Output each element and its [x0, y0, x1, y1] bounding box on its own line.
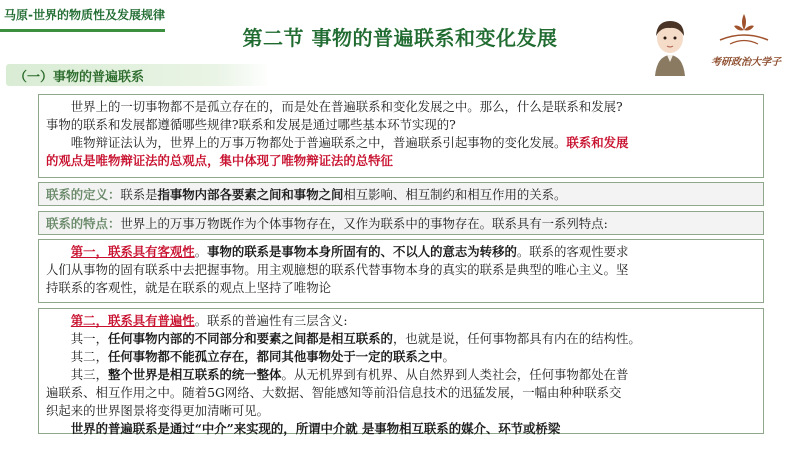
meaning-3-pre: 其三，	[70, 367, 108, 382]
meaning-1-bold: 任何事物内部的不同部分和要素之间都是相互联系的	[107, 331, 393, 346]
meaning-3-post: 。从无机界到有机界、从自然界到人类社会，任何事物都处在普	[281, 367, 629, 382]
definition-post: 相互影响、相互制约和相互作用的关系。	[343, 187, 567, 202]
meaning-1-post: ，也就是说，任何事物都具有内在的结构性。	[392, 331, 641, 346]
features-text: 世界上的万事万物既作为个体事物存在，又作为联系中的事物存在。联系具有一系列特点:	[120, 216, 608, 231]
course-label: 马原-世界的物质性及发展规律	[4, 8, 165, 22]
features-line	[46, 215, 756, 233]
course-underline	[0, 29, 165, 32]
intro-line-1: 世界上的一切事物都不是孤立存在的，而是处在普遍联系和变化发展之中。那么，什么是联系和发展?	[70, 99, 623, 114]
meaning-1	[46, 330, 756, 348]
universality-line-1	[46, 312, 756, 330]
universality-box	[38, 308, 764, 434]
meaning-2-post: 。	[442, 349, 455, 364]
meaning-1-pre: 其一，	[70, 331, 108, 346]
meaning-2-pre: 其二，	[70, 349, 108, 364]
universality-title-rest: 。联系的普遍性有三层含义:	[194, 313, 348, 328]
meaning-3-line-3: 织起来的世界图景将变得更加清晰可见。	[46, 403, 270, 418]
universality-title: 第二，联系具有普遍性	[70, 313, 195, 328]
objectivity-line-1	[46, 243, 756, 261]
intro-line-2: 事物的联系和发展都遵循哪些规律?联系和发展是通过哪些基本环节实现的?	[46, 117, 456, 132]
intro-line-3-text: 唯物辩证法认为，世界上的万事万物都处于普遍联系之中，普遍联系引起事物的变化发展。	[70, 135, 567, 150]
objectivity-box	[38, 239, 764, 303]
objectivity-rest: 。联系的客观性要求	[516, 244, 629, 259]
section-heading: （一）事物的普遍联系	[6, 64, 270, 86]
objectivity-bold: 事物的联系是事物本身所固有的、不以人的意志为转移的	[207, 244, 517, 259]
definition-box	[38, 182, 764, 206]
definition-bold: 指事物内部各要素之间和事物之间	[157, 187, 344, 202]
objectivity-line-2: 人们从事物的固有联系中去把握事物。用主观臆想的联系代替事物本身的真实的联系是典型的唯心主义。坚	[46, 262, 629, 277]
mediation-summary: 世界的普遍联系是通过“中介”来实现的，所谓中介就 是事物相互联系的媒介、环节或桥梁	[70, 421, 561, 436]
definition-label: 联系的定义：	[46, 187, 121, 202]
meaning-3	[46, 366, 756, 384]
features-box	[38, 211, 764, 235]
features-label: 联系的特点：	[46, 216, 121, 231]
meaning-2-bold: 任何事物都不能孤立存在，都同其他事物处于一定的联系之中	[107, 349, 443, 364]
meaning-3-line-2: 遍联系、相互作用之中。随着5G网络、大数据、智能感知等前沿信息技术的迅猛发展，一幅由种种联系交	[46, 385, 622, 400]
meaning-2	[46, 348, 756, 366]
definition-line	[46, 186, 756, 204]
intro-box	[38, 94, 764, 178]
brand-text: 考研政治大学子	[711, 57, 781, 68]
presenter-avatar	[649, 18, 691, 76]
objectivity-title: 第一，联系具有客观性	[70, 244, 195, 259]
intro-line-3	[46, 134, 756, 152]
slide-title: 第二节 事物的普遍联系和变化发展	[242, 26, 558, 50]
definition-pre: 联系是	[120, 187, 158, 202]
objectivity-sep: 。	[194, 244, 208, 259]
intro-emphasis-1: 联系和发展	[566, 135, 629, 150]
meaning-3-bold: 整个世界是相互联系的统一整体	[107, 367, 282, 382]
intro-emphasis-2: 的观点是唯物辩证法的总观点，集中体现了唯物辩证法的总特征	[46, 153, 393, 168]
objectivity-line-3: 持联系的客观性，就是在联系的观点上坚持了唯物论	[46, 280, 331, 295]
